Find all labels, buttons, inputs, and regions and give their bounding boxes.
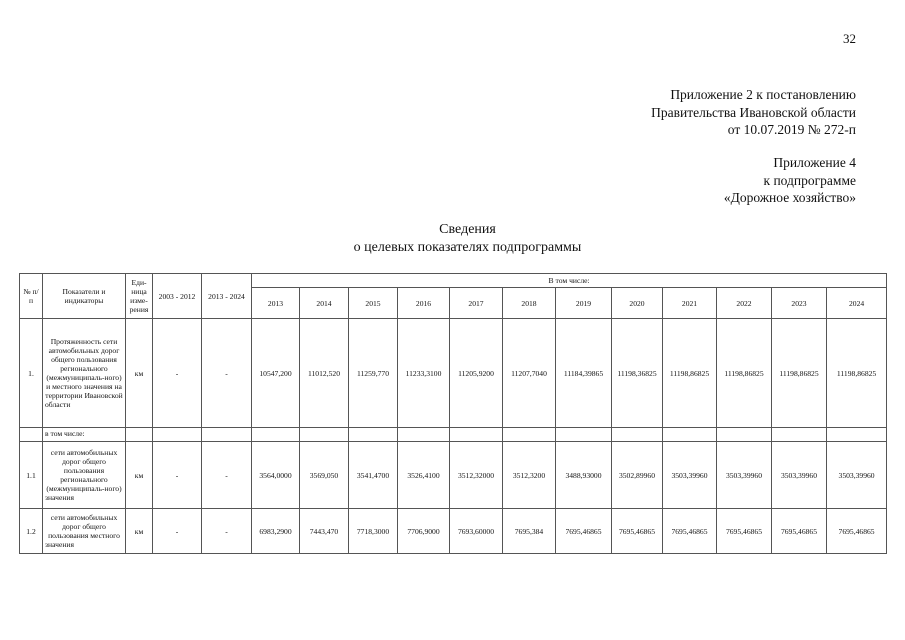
value-cell: 3503,39960	[772, 442, 827, 509]
attachment-line: к подпрограмме	[763, 172, 856, 188]
unit-cell: км	[126, 319, 153, 428]
document-title	[0, 221, 905, 257]
value-cell: 3526,4100	[398, 442, 450, 509]
year-header-cell: 2021	[663, 288, 717, 319]
table-cell	[450, 428, 503, 442]
period-2003-2012-cell: -	[153, 319, 202, 428]
value-cell: 7695,46865	[827, 509, 887, 554]
table-cell	[717, 428, 772, 442]
table-cell	[349, 428, 398, 442]
value-cell: 11207,7040	[503, 319, 556, 428]
year-header-cell: 2020	[612, 288, 663, 319]
indicator-label: сети автомобильных дорог общего пользования регионального (межмуниципаль-ного) значения	[43, 442, 126, 509]
table-cell	[398, 428, 450, 442]
subheading-label: в том числе:	[43, 428, 126, 442]
subprogram-attachment-header	[724, 154, 856, 207]
header-including: В том числе:	[252, 274, 887, 288]
period-2013-2024-cell: -	[202, 319, 252, 428]
value-cell: 11184,39865	[556, 319, 612, 428]
value-cell: 3503,39960	[827, 442, 887, 509]
unit-cell: км	[126, 509, 153, 554]
table-cell	[20, 428, 43, 442]
value-cell: 11205,9200	[450, 319, 503, 428]
year-header-cell: 2019	[556, 288, 612, 319]
attachment-line: Приложение 4	[773, 155, 856, 170]
header-period-2003-2012: 2003 - 2012	[153, 274, 202, 319]
value-cell: 3564,0000	[252, 442, 300, 509]
year-header-cell: 2023	[772, 288, 827, 319]
value-cell: 3488,93000	[556, 442, 612, 509]
indicator-label: Протяженность сети автомобильных дорог общего пользования регионального (межмуниципаль-ного) и местного значения на территории Ивановской области	[43, 319, 126, 428]
attachment-line: «Дорожное хозяйство»	[723, 190, 856, 205]
value-cell: 3512,3200	[503, 442, 556, 509]
table-cell	[252, 428, 300, 442]
table-subheading-row	[20, 428, 887, 442]
row-number: 1.1	[20, 442, 43, 509]
value-cell: 11259,770	[349, 319, 398, 428]
year-header-cell: 2014	[300, 288, 349, 319]
table-cell	[827, 428, 887, 442]
attachment-line: Правительства Ивановской области	[651, 104, 856, 120]
year-header-cell: 2013	[252, 288, 300, 319]
value-cell: 11198,86825	[663, 319, 717, 428]
value-cell: 10547,200	[252, 319, 300, 428]
header-unit: Еди-ница изме-рения	[126, 274, 153, 319]
title-line: Сведения	[439, 222, 496, 237]
table-body	[20, 319, 887, 554]
indicators-table	[19, 273, 887, 554]
period-2013-2024-cell: -	[202, 442, 252, 509]
table-cell	[772, 428, 827, 442]
value-cell: 7718,3000	[349, 509, 398, 554]
header-period-2013-2024: 2013 - 2024	[202, 274, 252, 319]
value-cell: 11198,86825	[717, 319, 772, 428]
value-cell: 7695,46865	[717, 509, 772, 554]
value-cell: 7693,60000	[450, 509, 503, 554]
value-cell: 7695,46865	[556, 509, 612, 554]
value-cell: 11233,3100	[398, 319, 450, 428]
table-row	[20, 442, 887, 509]
year-header-cell: 2015	[349, 288, 398, 319]
value-cell: 11198,36825	[612, 319, 663, 428]
year-header-cell: 2022	[717, 288, 772, 319]
title-line: о целевых показателях подпрограммы	[353, 240, 582, 255]
table-cell	[300, 428, 349, 442]
value-cell: 7706,9000	[398, 509, 450, 554]
year-header-cell: 2024	[827, 288, 887, 319]
value-cell: 11012,520	[300, 319, 349, 428]
year-header-cell: 2017	[450, 288, 503, 319]
table-cell	[126, 428, 153, 442]
value-cell: 7695,46865	[663, 509, 717, 554]
table-cell	[612, 428, 663, 442]
year-header-cell: 2018	[503, 288, 556, 319]
table-cell	[503, 428, 556, 442]
value-cell: 3512,32000	[450, 442, 503, 509]
value-cell: 3503,39960	[663, 442, 717, 509]
value-cell: 11198,86825	[827, 319, 887, 428]
header-num: № п/п	[20, 274, 43, 319]
header-indicator: Показатели и индикаторы	[43, 274, 126, 319]
table-cell	[663, 428, 717, 442]
value-cell: 3502,89960	[612, 442, 663, 509]
value-cell: 11198,86825	[772, 319, 827, 428]
value-cell: 7695,46865	[612, 509, 663, 554]
value-cell: 3503,39960	[717, 442, 772, 509]
year-header-cell: 2016	[398, 288, 450, 319]
value-cell: 6983,2900	[252, 509, 300, 554]
attachment-line: Приложение 2 к постановлению	[670, 87, 856, 102]
row-number: 1.2	[20, 509, 43, 554]
table-cell	[153, 428, 202, 442]
value-cell: 7695,46865	[772, 509, 827, 554]
attachment-header	[651, 86, 856, 139]
table-cell	[556, 428, 612, 442]
table-cell	[202, 428, 252, 442]
unit-cell: км	[126, 442, 153, 509]
value-cell: 3569,050	[300, 442, 349, 509]
period-2013-2024-cell: -	[202, 509, 252, 554]
value-cell: 7443,470	[300, 509, 349, 554]
row-number: 1.	[20, 319, 43, 428]
table-row	[20, 319, 887, 428]
attachment-line: от 10.07.2019 № 272-п	[727, 122, 856, 137]
period-2003-2012-cell: -	[153, 509, 202, 554]
page-number: 32	[843, 31, 856, 46]
indicator-label: сети автомобильных дорог общего пользования местного значения	[43, 509, 126, 554]
period-2003-2012-cell: -	[153, 442, 202, 509]
table-row	[20, 509, 887, 554]
value-cell: 3541,4700	[349, 442, 398, 509]
value-cell: 7695,384	[503, 509, 556, 554]
